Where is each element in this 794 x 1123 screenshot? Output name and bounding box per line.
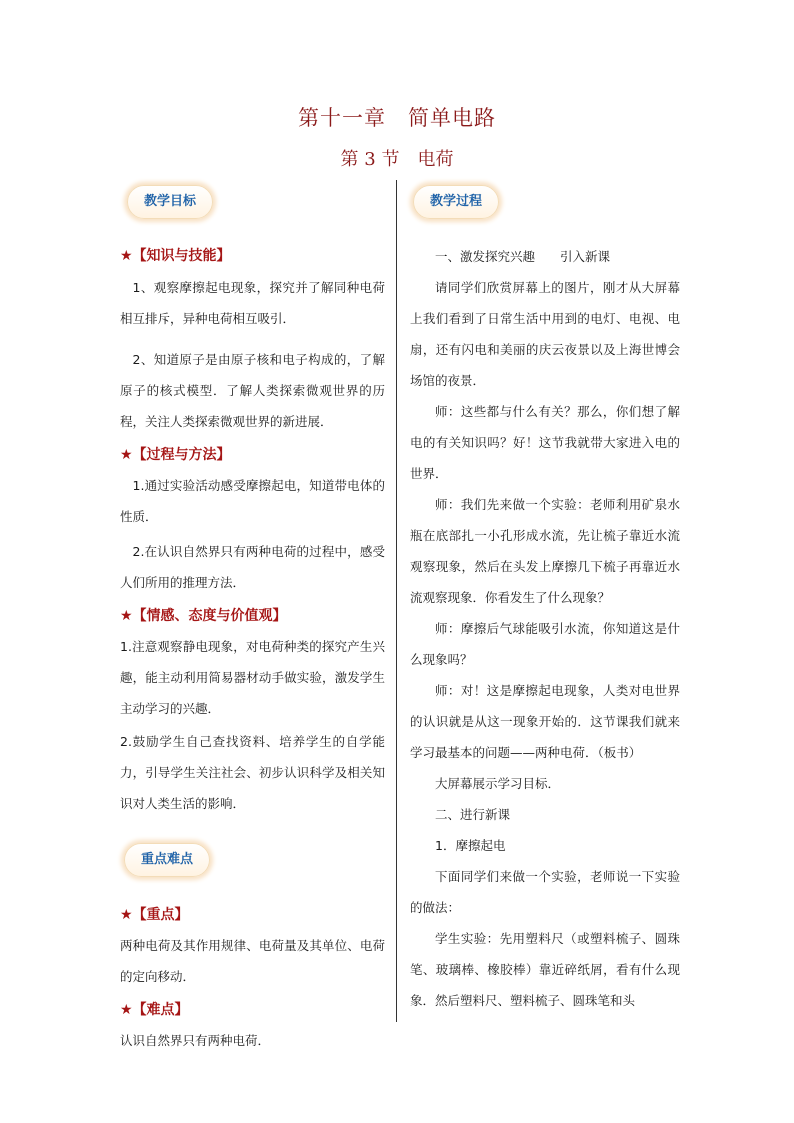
chapter-title: 第十一章 简单电路 bbox=[298, 106, 496, 130]
key-points-badge: 重点难点 bbox=[124, 843, 210, 877]
left-column bbox=[120, 185, 385, 1056]
emotion-item-1: 1.注意观察静电现象，对电荷种类的探究产生兴趣，能主动利用简易器材动手做实验，激发学生主动学习的兴趣． bbox=[120, 639, 385, 716]
section-title: 第 3 节 电荷 bbox=[340, 149, 454, 170]
process-item-2: 2.在认识自然界只有两种电荷的过程中，感受人们所用的推理方法． bbox=[120, 544, 385, 590]
process-item-1: 1.通过实验活动感受摩擦起电，知道带电体的性质． bbox=[120, 478, 385, 524]
right-column bbox=[410, 185, 680, 1016]
paragraph-4: 师：我们先来做一个实验：老师利用矿泉水瓶在底部扎一小孔形成水流，先让梳子靠近水流观察现象，然后在头发上摩擦几下梳子再靠近水流观察现象．你看发生了什么现象？ bbox=[410, 497, 680, 605]
paragraph-9: 1．摩擦起电 bbox=[435, 838, 506, 853]
paragraph-11: 学生实验：先用塑料尺（或塑料梳子、圆珠笔、玻璃棒、橡胶棒）靠近碎纸屑，看有什么现象．然后塑料尺、塑料梳子、圆珠笔和头 bbox=[410, 931, 680, 1008]
knowledge-item-1: 1、观察摩擦起电现象，探究并了解同种电荷相互排斥，异种电荷相互吸引． bbox=[120, 280, 385, 326]
emotion-item-2: 2.鼓励学生自己查找资料、培养学生的自学能力，引导学生关注社会、初步认识科学及相关知识对人类生活的影响． bbox=[120, 734, 385, 811]
process-heading: ★【过程与方法】 bbox=[120, 447, 231, 463]
paragraph-1: 一、激发探究兴趣 引入新课 bbox=[435, 249, 611, 264]
emotion-heading: ★【情感、态度与价值观】 bbox=[120, 608, 287, 624]
paragraph-3: 师：这些都与什么有关？那么，你们想了解电的有关知识吗？好！这节我就带大家进入电的世界． bbox=[410, 404, 680, 481]
process-badge: 教学过程 bbox=[413, 185, 499, 219]
paragraph-5: 师：摩擦后气球能吸引水流，你知道这是什么现象吗？ bbox=[410, 621, 680, 667]
key-heading: ★【重点】 bbox=[120, 907, 189, 923]
difficult-text: 认识自然界只有两种电荷． bbox=[120, 1033, 271, 1048]
knowledge-item-2: 2、知道原子是由原子核和电子构成的，了解原子的核式模型．了解人类探索微观世界的历程，关注人类探索微观世界的新进展． bbox=[120, 352, 385, 429]
difficult-heading: ★【难点】 bbox=[120, 1002, 189, 1018]
goals-badge: 教学目标 bbox=[127, 185, 213, 219]
key-text: 两种电荷及其作用规律、电荷量及其单位、电荷的定向移动． bbox=[120, 938, 385, 984]
paragraph-2: 请同学们欣赏屏幕上的图片，刚才从大屏幕上我们看到了日常生活中用到的电灯、电视、电扇，还有闪电和美丽的庆云夜景以及上海世博会场馆的夜景． bbox=[410, 280, 680, 388]
column-divider bbox=[396, 180, 397, 1022]
paragraph-10: 下面同学们来做一个实验，老师说一下实验的做法： bbox=[410, 869, 680, 915]
paragraph-6: 师：对！这是摩擦起电现象，人类对电世界的认识就是从这一现象开始的．这节课我们就来学习最基本的问题——两种电荷．（板书） bbox=[410, 683, 680, 760]
knowledge-heading: ★【知识与技能】 bbox=[120, 248, 231, 264]
paragraph-7: 大屏幕展示学习目标． bbox=[435, 776, 561, 791]
paragraph-8: 二、进行新课 bbox=[435, 807, 511, 822]
